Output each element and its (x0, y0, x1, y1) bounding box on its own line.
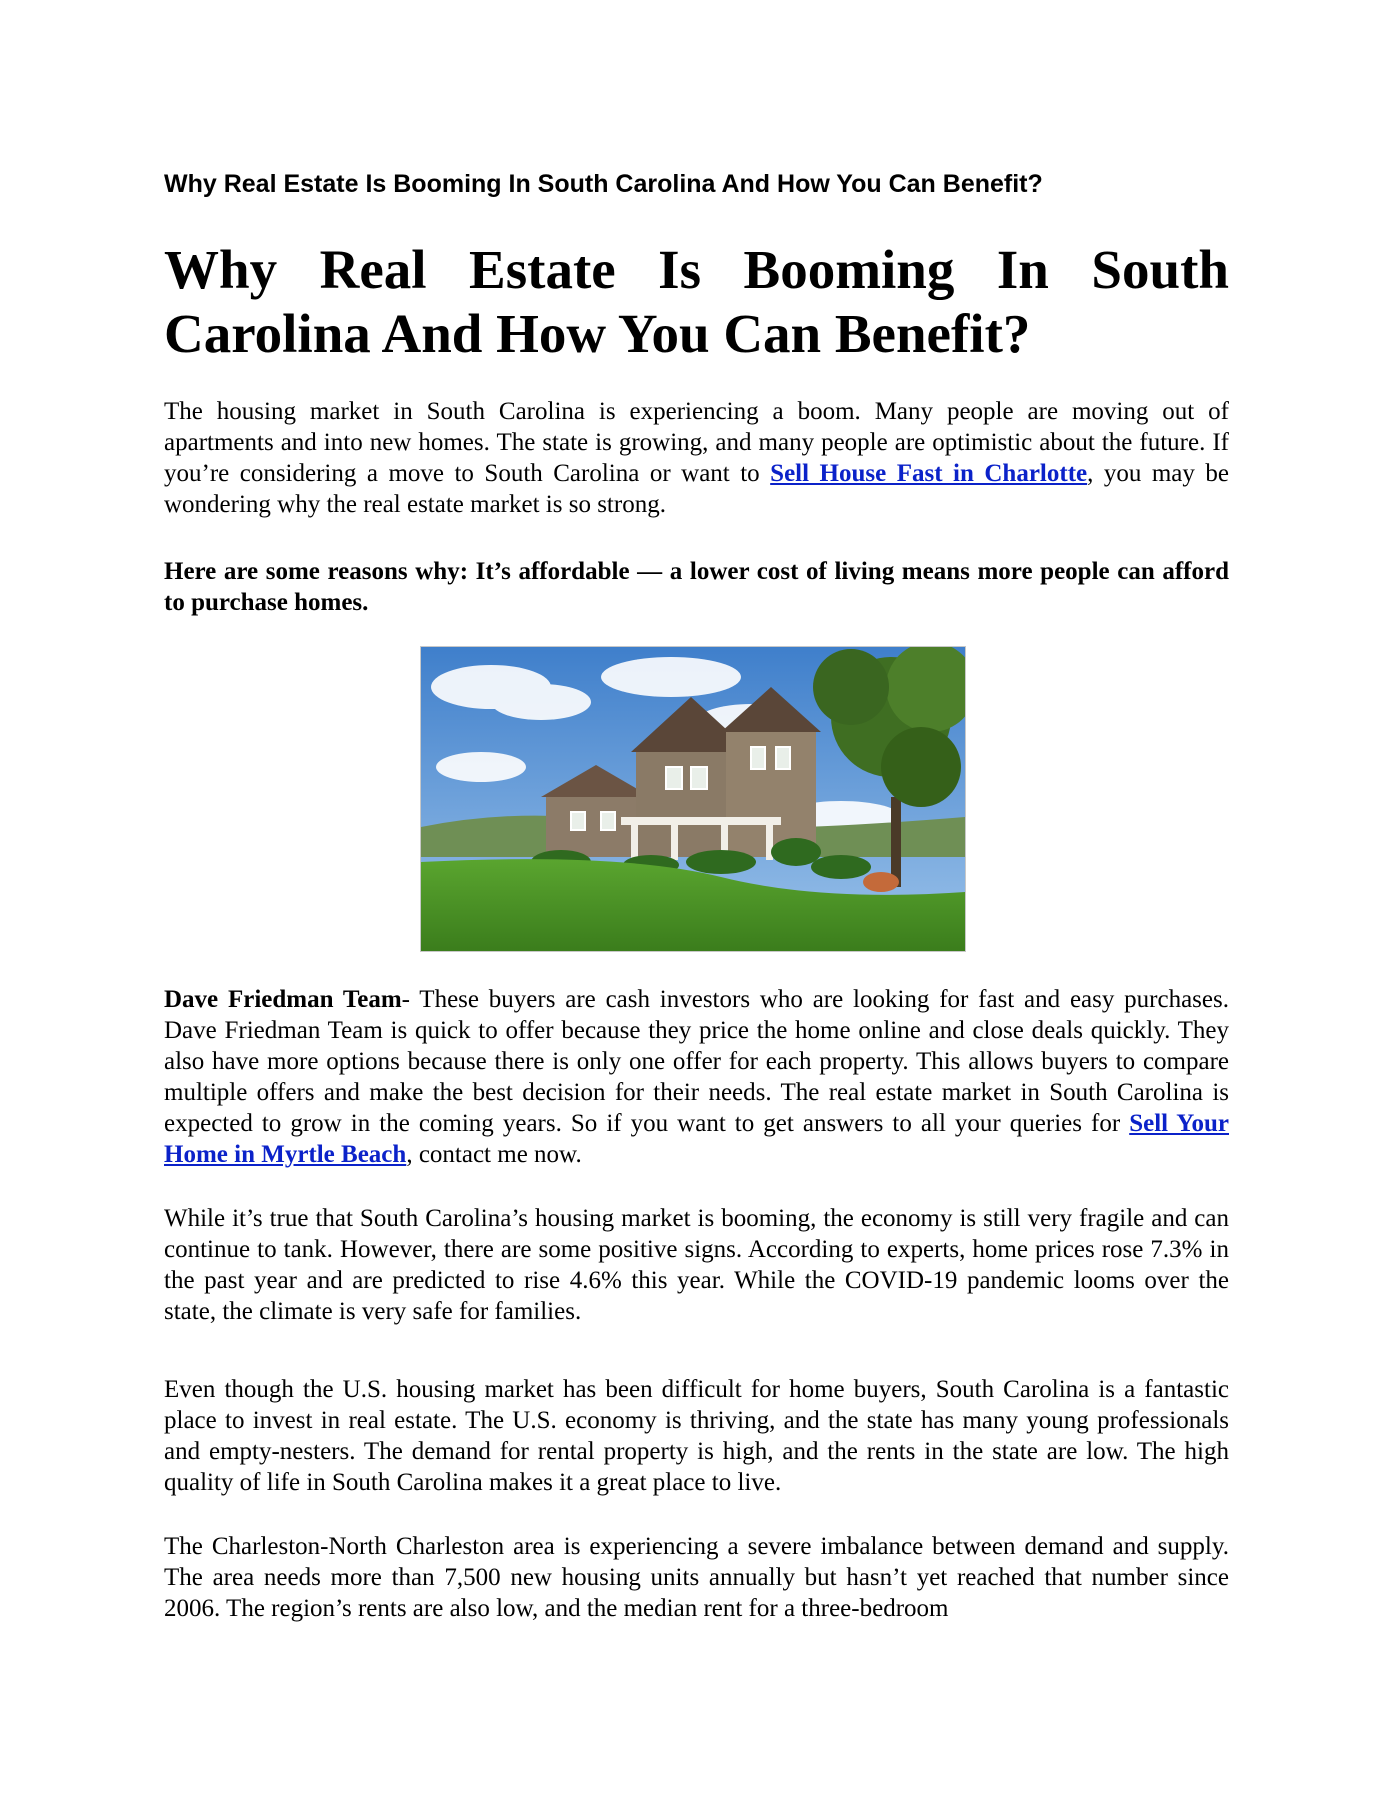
dave-friedman-text-after: , contact me now. (406, 1141, 582, 1168)
intro-paragraph (164, 396, 1229, 520)
article-heading: Why Real Estate Is Booming In South Carolina And How You Can Benefit? (164, 239, 1229, 364)
intro-text-before: The housing market in South Carolina is experiencing a boom. Many people are moving out of apartments and into new homes. The state is growing, and many people are optimistic about the future. If you’re considering a move to South Carolina or want to (164, 398, 1229, 487)
charleston-paragraph: The Charleston-North Charleston area is experiencing a severe imbalance between demand and supply. The area needs more than 7,500 new housing units annually but hasn’t yet reached that number since 2006. The region’s rents are also low, and the median rent for a three-bedroom (164, 1533, 1229, 1622)
investment-paragraph: Even though the U.S. housing market has been difficult for home buyers, South Carolina is a fantastic place to invest in real estate. The U.S. economy is thriving, and the state has many young professionals and empty-nesters. The demand for rental property is high, and the rents in the state are low. The high quality of life in South Carolina makes it a great place to live. (164, 1376, 1229, 1496)
sell-your-home-myrtle-beach-link[interactable]: Sell Your Home in Myrtle Beach (164, 1110, 1229, 1168)
intro-text-after: , you may be wondering why the real estate market is so strong. (164, 460, 1229, 518)
dave-friedman-lead: Dave Friedman Team (164, 986, 402, 1013)
document-title: Why Real Estate Is Booming In South Carolina And How You Can Benefit? (164, 170, 1043, 198)
document-page (164, 0, 1229, 1800)
house-photo (420, 646, 966, 952)
dave-friedman-paragraph (164, 984, 1229, 1170)
economy-paragraph: While it’s true that South Carolina’s housing market is booming, the economy is still very fragile and can continue to tank. However, there are some positive signs. According to experts, home prices rose 7.3% in the past year and are predicted to rise 4.6% this year. While the COVID-19 pandemic looms over the state, the climate is very safe for families. (164, 1205, 1229, 1325)
sell-house-fast-charlotte-link[interactable]: Sell House Fast in Charlotte (770, 460, 1088, 487)
reasons-paragraph: Here are some reasons why: It’s affordable — a lower cost of living means more people can afford to purchase homes. (164, 558, 1229, 616)
dave-friedman-text-before: - These buyers are cash investors who are looking for fast and easy purchases. Dave Friedman Team is quick to offer because they price the home online and close deals quickly. They also have more options because there is only one offer for each property. This allows buyers to compare multiple offers and make the best decision for their needs. The real estate market in South Carolina is expected to grow in the coming years. So if you want to get answers to all your queries for (164, 986, 1229, 1137)
